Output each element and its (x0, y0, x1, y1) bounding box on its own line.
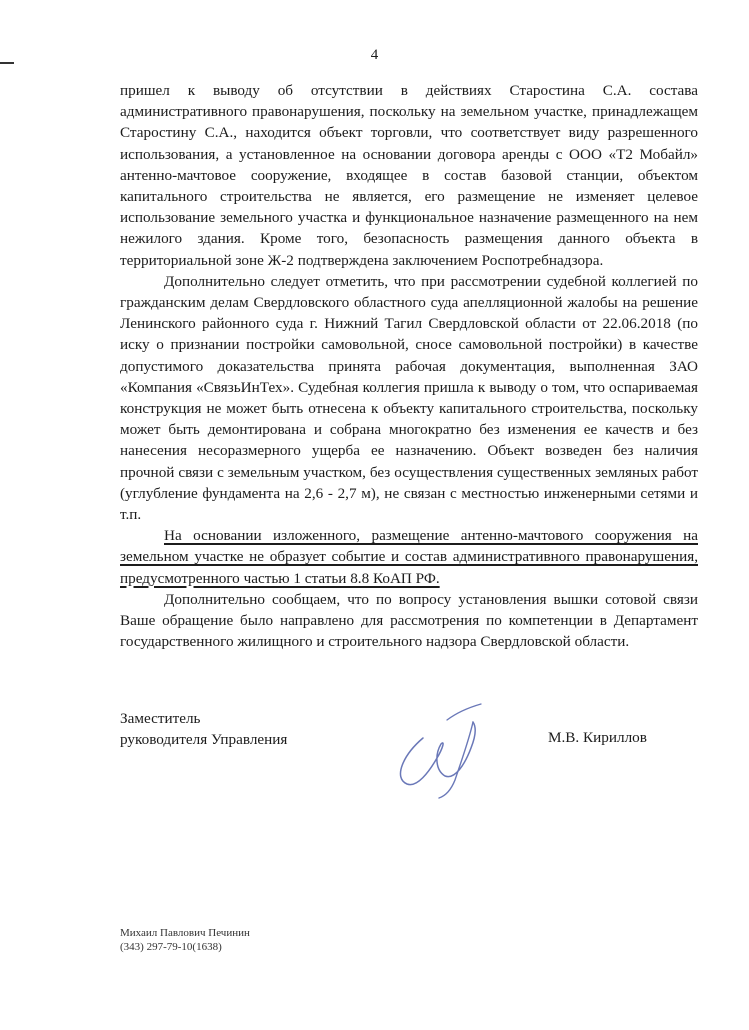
signatory-title (120, 708, 287, 750)
executor-phone: (343) 297-79-10(1638) (120, 941, 222, 953)
signatory-name: М.В. Кириллов (548, 729, 647, 746)
paragraph-4: Дополнительно сообщаем, что по вопросу установления вышки сотовой связи Ваше обращение было направлено для рассмотрения по компетенции в Департамент государственного жилищного и строительного надзора Свердловской области. (120, 590, 698, 651)
handwritten-signature (385, 700, 515, 800)
signatory-title-line-2: руководителя Управления (120, 731, 288, 748)
executor-name: Михаил Павлович Печинин (120, 927, 250, 939)
paragraph-3-conclusion: На основании изложенного, размещение антенно-мачтового сооружения на земельном участке не образует событие и состав административного правонарушения, предусмотренного частью 1 статьи 8.8 КоАП РФ. (120, 527, 698, 587)
letter-body (120, 80, 698, 652)
paragraph-1: пришел к выводу об отсутствии в действиях Старостина С.А. состава административного правонарушения, поскольку на земельном участке, принадлежащем Старостину С.А., находится объект торговли, что соответствует виду разрешенного использования, а установленное на основании договора аренды с ООО «Т2 Мобайл» антенно-мачтовое сооружение, входящее в состав базовой станции, объектом капитального строительства не является, его размещение не изменяет целевое использование земельного участка и функциональное назначение размещенного на нем нежилого здания. Кроме того, безопасность размещения данного объекта в территориальной зоне Ж-2 подтверждена заключением Роспотребнадзора. (120, 82, 698, 269)
paragraph-2: Дополнительно следует отметить, что при рассмотрении судебной коллегией по гражданским делам Свердловского областного суда апелляционной жалобы на решение Ленинского районного суда г. Нижний Тагил Свердловской области от 22.06.2018 (по иску о признании постройки самовольной, сносе самовольной постройки) в качестве допустимого доказательства принята рабочая документация, выполненная ЗАО «Компания «СвязьИнТех». Судебная коллегия пришла к выводу о том, что оспариваемая конструкция не может быть отнесена к объекту капитального строительства, поскольку может быть демонтирована и собрана многократно без изменения ее качеств и без нанесения несоразмерного ущерба ее назначению. Объект возведен без наличия прочной связи с земельным участком, без осуществления существенных земляных работ (углубление фундамента на 2,6 - 2,7 м), не связан с местностью инженерными сетями и т.п. (120, 272, 698, 524)
executor-info (120, 926, 250, 954)
signatory-title-line-1: Заместитель (120, 710, 201, 727)
page-number: 4 (370, 47, 379, 63)
